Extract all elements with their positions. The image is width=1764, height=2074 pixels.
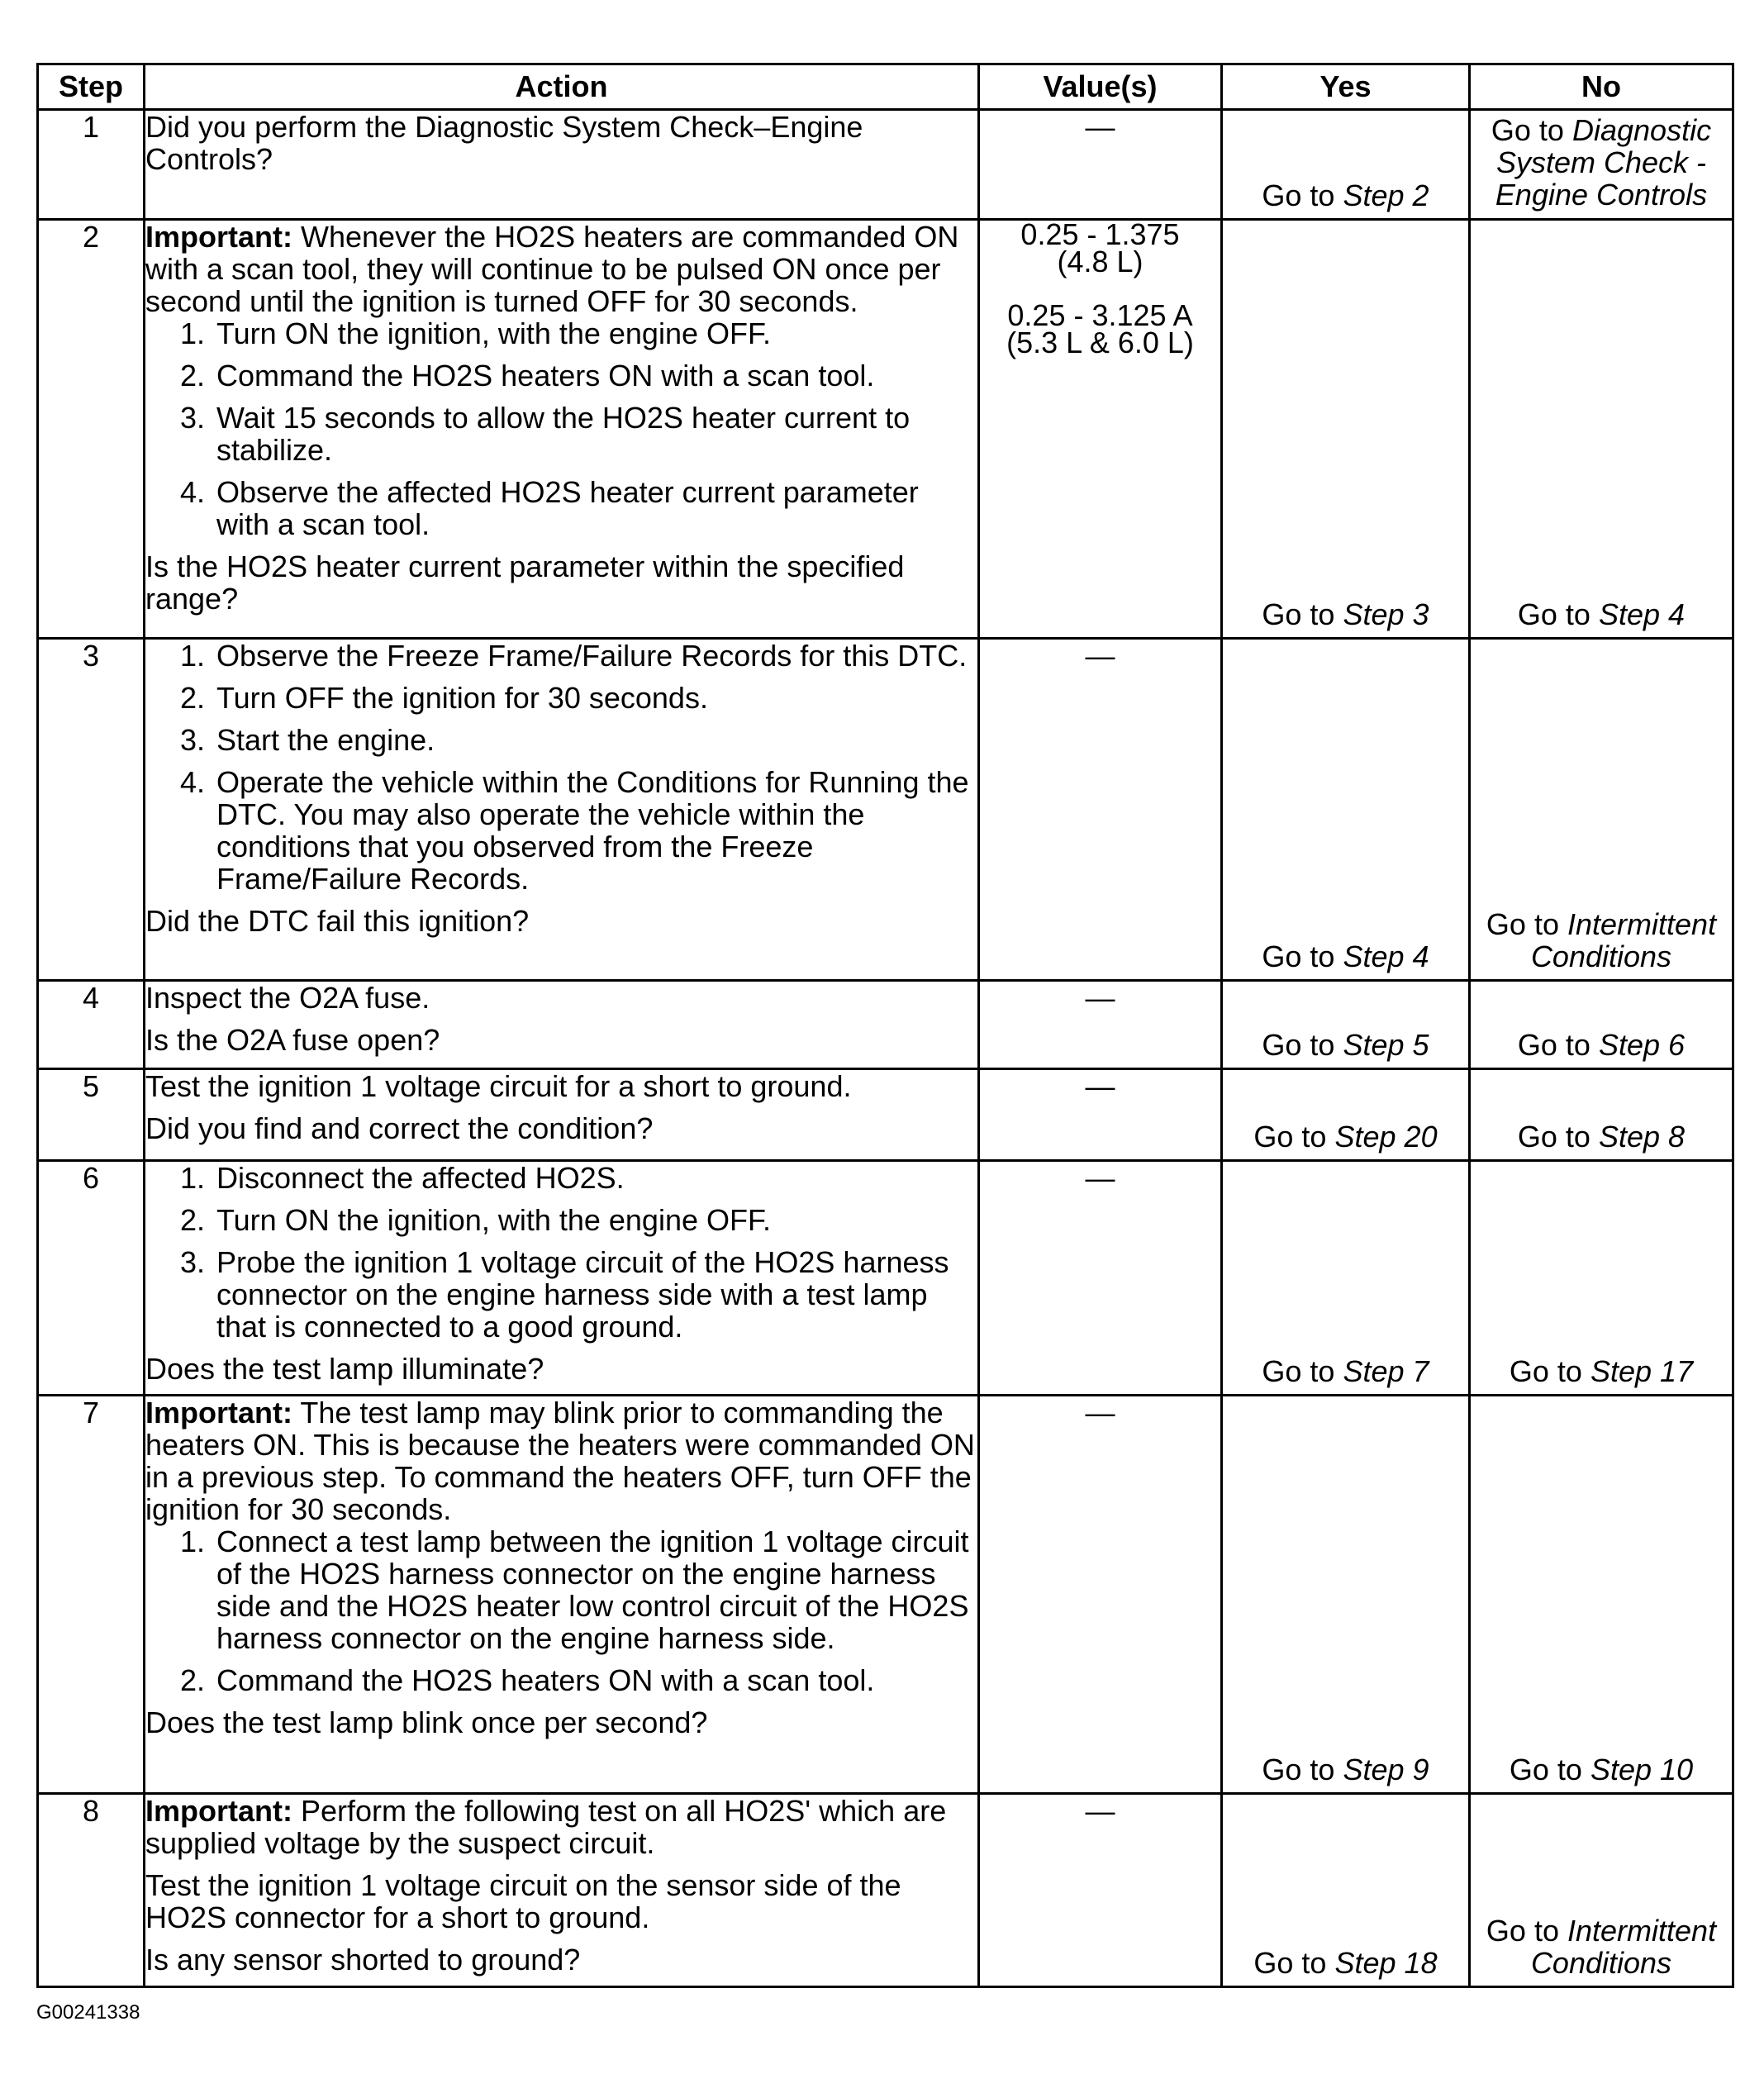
action-step: 1. Disconnect the affected HO2S.	[213, 1162, 977, 1194]
yes-cell	[1222, 110, 1470, 220]
important-label: Important:	[145, 1396, 292, 1429]
no-goto[interactable]	[1471, 1120, 1732, 1153]
step-number: 2	[38, 220, 145, 639]
action-cell	[145, 1069, 979, 1161]
action-question: Does the test lamp blink once per second?	[145, 1705, 708, 1739]
goto-prefix: Go to	[1262, 1753, 1335, 1786]
goto-prefix: Go to	[1486, 1914, 1559, 1948]
value-list	[980, 217, 1220, 359]
action-question: Is the HO2S heater current parameter within the specified range?	[145, 549, 905, 616]
yes-cell	[1222, 1396, 1470, 1794]
value-note: (4.8 L)	[1057, 245, 1144, 278]
no-cell	[1470, 639, 1733, 981]
action-step: 1. Observe the Freeze Frame/Failure Records for this DTC.	[213, 640, 977, 672]
goto-step-link[interactable]: Step 4	[1343, 939, 1429, 973]
no-goto[interactable]	[1471, 908, 1732, 973]
value-dash: —	[1085, 1069, 1115, 1103]
action-cell	[145, 1794, 979, 1987]
important-text: Perform the following test on all HO2S' which are supplied voltage by the suspect circuit.	[145, 1794, 947, 1860]
no-goto[interactable]	[1471, 1355, 1732, 1387]
yes-cell	[1222, 981, 1470, 1069]
action-step: 2. Turn OFF the ignition for 30 seconds.	[213, 682, 977, 714]
goto-prefix: Go to	[1491, 113, 1564, 147]
table-row	[38, 1161, 1733, 1396]
goto-prefix: Go to	[1253, 1120, 1327, 1154]
yes-cell	[1222, 639, 1470, 981]
action-step: 2. Turn ON the ignition, with the engine OFF.	[213, 1204, 977, 1236]
action-steps-list	[145, 1525, 977, 1696]
header-values: Value(s)	[979, 64, 1222, 110]
yes-goto[interactable]	[1223, 1355, 1468, 1387]
goto-step-link[interactable]: Step 3	[1343, 597, 1429, 631]
goto-prefix: Go to	[1517, 597, 1590, 631]
action-question: Is any sensor shorted to ground?	[145, 1943, 581, 1976]
no-goto[interactable]	[1471, 1915, 1732, 1979]
value-cell	[979, 639, 1222, 981]
important-text: Whenever the HO2S heaters are commanded ON with a scan tool, they will continue to be pulsed ON once per second until the ignition is turned OFF for 30 seconds.	[145, 220, 959, 318]
table-row	[38, 1794, 1733, 1987]
goto-prefix: Go to	[1253, 1946, 1327, 1980]
goto-prefix: Go to	[1486, 907, 1559, 941]
diagnostic-table	[36, 63, 1734, 1988]
step-number: 4	[38, 981, 145, 1069]
value-range: 0.25 - 3.125 A	[1007, 298, 1193, 332]
value-dash: —	[1085, 1161, 1115, 1195]
goto-step-link[interactable]: Step 4	[1598, 597, 1686, 631]
header-step: Step	[38, 64, 145, 110]
value-cell	[979, 981, 1222, 1069]
action-cell	[145, 220, 979, 639]
goto-link[interactable]: Intermittent	[1567, 1914, 1717, 1948]
goto-link[interactable]: System Check -	[1495, 145, 1707, 179]
value-cell	[979, 1069, 1222, 1161]
value-note: (5.3 L & 6.0 L)	[1006, 326, 1194, 359]
action-text: Did you perform the Diagnostic System Check–Engine Controls?	[145, 110, 863, 176]
action-step: 2. Command the HO2S heaters ON with a scan tool.	[213, 1664, 977, 1696]
table-row	[38, 1396, 1733, 1794]
action-step: 2. Command the HO2S heaters ON with a scan tool.	[213, 359, 977, 392]
no-goto[interactable]	[1471, 1029, 1732, 1061]
important-label: Important:	[145, 1794, 292, 1828]
yes-goto[interactable]	[1223, 1120, 1468, 1153]
value-cell	[979, 1794, 1222, 1987]
value-dash: —	[1085, 110, 1115, 144]
value-range: 0.25 - 1.375	[1020, 217, 1180, 251]
action-text: Test the ignition 1 voltage circuit for a short to ground.	[145, 1069, 852, 1103]
header-row	[38, 64, 1733, 110]
yes-cell	[1222, 1161, 1470, 1396]
step-number: 7	[38, 1396, 145, 1794]
value-cell	[979, 217, 1222, 639]
action-question: Is the O2A fuse open?	[145, 1023, 440, 1057]
goto-link[interactable]: Diagnostic	[1571, 113, 1712, 147]
goto-step-link[interactable]: Step 6	[1598, 1028, 1686, 1062]
goto-step-link[interactable]: Step 9	[1343, 1753, 1429, 1786]
goto-step-link[interactable]: Step 17	[1590, 1354, 1694, 1388]
important-note	[145, 1795, 977, 1859]
value-dash: —	[1085, 1794, 1115, 1828]
action-steps-list	[145, 1162, 977, 1343]
goto-prefix: Go to	[1517, 1120, 1590, 1154]
yes-cell	[1222, 220, 1470, 639]
goto-prefix: Go to	[1262, 939, 1335, 973]
goto-step-link[interactable]: Step 8	[1598, 1120, 1686, 1154]
value-cell	[979, 1396, 1222, 1794]
yes-goto[interactable]	[1223, 1947, 1468, 1979]
value-dash: —	[1085, 639, 1115, 673]
value-cell	[979, 110, 1222, 220]
header-no: No	[1470, 64, 1733, 110]
no-cell	[1470, 110, 1733, 220]
table-row	[38, 639, 1733, 981]
yes-cell	[1222, 1794, 1470, 1987]
action-cell	[145, 639, 979, 981]
goto-prefix: Go to	[1262, 178, 1335, 212]
no-cell	[1470, 981, 1733, 1069]
yes-goto[interactable]	[1223, 1029, 1468, 1061]
no-cell	[1470, 1794, 1733, 1987]
no-cell	[1470, 1069, 1733, 1161]
step-number: 5	[38, 1069, 145, 1161]
action-cell	[145, 1396, 979, 1794]
action-step: 4. Observe the affected HO2S heater current parameter with a scan tool.	[213, 476, 977, 540]
goto-step-link[interactable]: Step 5	[1343, 1028, 1429, 1062]
yes-cell	[1222, 1069, 1470, 1161]
goto-step-link[interactable]: Step 2	[1343, 178, 1429, 212]
action-cell	[145, 110, 979, 220]
important-text: The test lamp may blink prior to commanding the heaters ON. This is because the heaters were commanded ON in a previous step. To command the heaters OFF, turn OFF the ignition for 30 seconds.	[145, 1396, 975, 1526]
important-note	[145, 1396, 977, 1525]
action-step: 3. Start the engine.	[213, 724, 977, 756]
action-step: 3. Probe the ignition 1 voltage circuit of the HO2S harness connector on the engine harness side with a test lamp that is connected to a good ground.	[213, 1246, 977, 1343]
goto-step-link[interactable]: Step 10	[1590, 1753, 1694, 1786]
action-steps-list	[145, 317, 977, 540]
step-number: 1	[38, 110, 145, 220]
important-label: Important:	[145, 220, 292, 254]
no-cell	[1470, 1161, 1733, 1396]
no-goto[interactable]	[1471, 1753, 1732, 1786]
no-goto[interactable]	[1471, 111, 1732, 211]
action-step: 1. Connect a test lamp between the ignition 1 voltage circuit of the HO2S harness connector on the engine harness side and the HO2S heater low control circuit of the HO2S harness connector on the engine harness side.	[213, 1525, 977, 1654]
yes-goto[interactable]	[1223, 598, 1468, 630]
goto-link[interactable]: Conditions	[1530, 1946, 1672, 1980]
no-goto[interactable]	[1471, 598, 1732, 630]
yes-goto[interactable]	[1223, 940, 1468, 973]
action-question: Did the DTC fail this ignition?	[145, 904, 530, 938]
action-text: Inspect the O2A fuse.	[145, 981, 430, 1015]
goto-step-link[interactable]: Step 18	[1334, 1946, 1438, 1980]
goto-prefix: Go to	[1262, 1028, 1335, 1062]
no-cell	[1470, 220, 1733, 639]
goto-prefix: Go to	[1509, 1753, 1582, 1786]
goto-link[interactable]: Engine Controls	[1495, 178, 1708, 212]
figure-id: G00241338	[36, 2001, 140, 2024]
value-dash: —	[1085, 1396, 1115, 1429]
action-step: 4. Operate the vehicle within the Conditions for Running the DTC. You may also operate the vehicle within the conditions that you observed from the Freeze Frame/Failure Records.	[213, 766, 977, 895]
goto-prefix: Go to	[1262, 597, 1335, 631]
goto-step-link[interactable]: Step 7	[1343, 1354, 1429, 1388]
no-cell	[1470, 1396, 1733, 1794]
table-row	[38, 1069, 1733, 1161]
goto-prefix: Go to	[1509, 1354, 1582, 1388]
table-row	[38, 981, 1733, 1069]
goto-link[interactable]: Conditions	[1530, 939, 1672, 973]
action-cell	[145, 981, 979, 1069]
value-dash: —	[1085, 981, 1115, 1015]
yes-goto[interactable]	[1223, 179, 1468, 212]
action-cell	[145, 1161, 979, 1396]
important-note	[145, 221, 977, 317]
header-action: Action	[145, 64, 979, 110]
action-steps-list	[145, 640, 977, 895]
action-text: Test the ignition 1 voltage circuit on the sensor side of the HO2S connector for a short to ground.	[145, 1868, 901, 1934]
header-yes: Yes	[1222, 64, 1470, 110]
goto-prefix: Go to	[1262, 1354, 1335, 1388]
goto-step-link[interactable]: Step 20	[1334, 1120, 1438, 1154]
value-cell	[979, 1161, 1222, 1396]
yes-goto[interactable]	[1223, 1753, 1468, 1786]
action-step: 3. Wait 15 seconds to allow the HO2S heater current to stabilize.	[213, 402, 977, 466]
step-number: 8	[38, 1794, 145, 1987]
action-question: Does the test lamp illuminate?	[145, 1352, 544, 1386]
step-number: 6	[38, 1161, 145, 1396]
table-row	[38, 110, 1733, 220]
goto-link[interactable]: Intermittent	[1567, 907, 1717, 941]
table-row	[38, 220, 1733, 639]
goto-prefix: Go to	[1517, 1028, 1590, 1062]
action-question: Did you find and correct the condition?	[145, 1111, 654, 1145]
step-number: 3	[38, 639, 145, 981]
action-step: 1. Turn ON the ignition, with the engine OFF.	[213, 317, 977, 350]
